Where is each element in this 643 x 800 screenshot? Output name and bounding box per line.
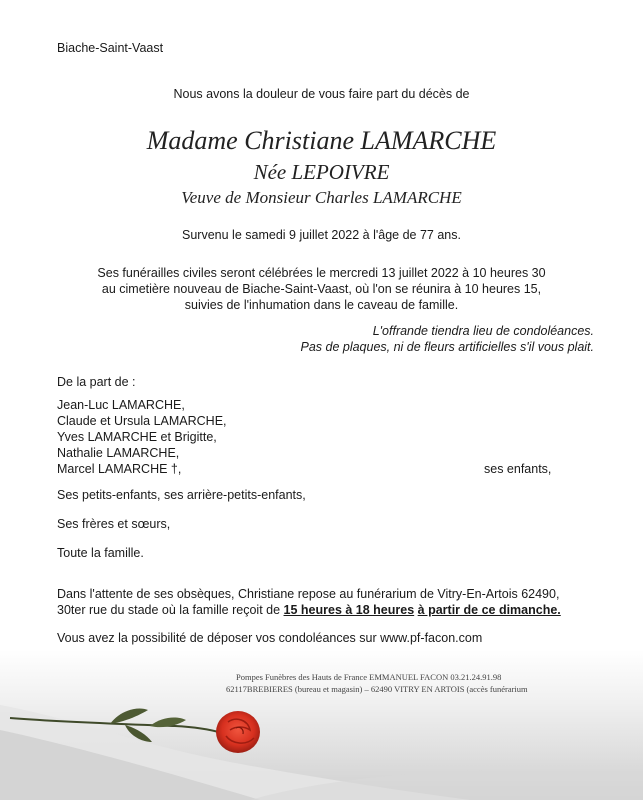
visiting-start: à partir de ce dimanche.: [417, 603, 561, 617]
condolences-line: Vous avez la possibilité de déposer vos condoléances sur www.pf-facon.com: [57, 631, 483, 645]
funeral-line: au cimetière nouveau de Biache-Saint-Vaast, où l'on se réunira à 10 heures 15,: [101, 282, 542, 296]
maiden-name: Née LEPOIVRE: [253, 160, 390, 184]
place-name: Biache-Saint-Vaast: [57, 41, 164, 55]
funerarium-block: [57, 586, 561, 618]
offering-line: Pas de plaques, ni de fleurs artificielles s'il vous plait.: [300, 340, 594, 354]
from-label: De la part de :: [57, 375, 136, 389]
children-label: ses enfants,: [484, 462, 552, 476]
list-item: Claude et Ursula LAMARCHE,: [57, 414, 227, 428]
widow-line: Veuve de Monsieur Charles LAMARCHE: [181, 188, 462, 207]
list-item: Nathalie LAMARCHE,: [57, 446, 180, 460]
footer-address: 62117BREBIERES (bureau et magasin) – 62490 VITRY EN ARTOIS (accès funérarium: [226, 684, 528, 694]
children-list: [57, 397, 227, 477]
funerarium-line: Dans l'attente de ses obsèques, Christiane repose au funérarium de Vitry-En-Artois 62490,: [57, 587, 560, 601]
funerarium-line: [57, 602, 561, 618]
family-line: Toute la famille.: [57, 546, 144, 560]
funeral-line: Ses funérailles civiles seront célébrées le mercredi 13 juillet 2022 à 10 heures 30: [97, 266, 546, 280]
death-line: Survenu le samedi 9 juillet 2022 à l'âge de 77 ans.: [182, 228, 461, 242]
list-item: Yves LAMARCHE et Brigitte,: [57, 430, 217, 444]
list-item: Marcel LAMARCHE †,: [57, 462, 182, 476]
visiting-hours: 15 heures à 18 heures: [283, 603, 415, 617]
deceased-name: Madame Christiane LAMARCHE: [146, 126, 497, 155]
funeral-block: [0, 265, 643, 313]
funeral-line: suivies de l'inhumation dans le caveau de famille.: [184, 298, 459, 312]
siblings-line: Ses frères et sœurs,: [57, 517, 171, 531]
funerarium-address: 30ter rue du stade où la famille reçoit de: [57, 603, 284, 617]
offering-line: L'offrande tiendra lieu de condoléances.: [372, 324, 594, 338]
offering-block: [300, 323, 594, 355]
footer-company: Pompes Funèbres des Hauts de France EMMANUEL FACON 03.21.24.91.98: [236, 672, 502, 682]
grandchildren-line: Ses petits-enfants, ses arrière-petits-enfants,: [57, 488, 306, 502]
list-item: Jean-Luc LAMARCHE,: [57, 398, 185, 412]
intro-text: Nous avons la douleur de vous faire part du décès de: [173, 87, 470, 101]
rose-flower-shape: [216, 711, 260, 753]
